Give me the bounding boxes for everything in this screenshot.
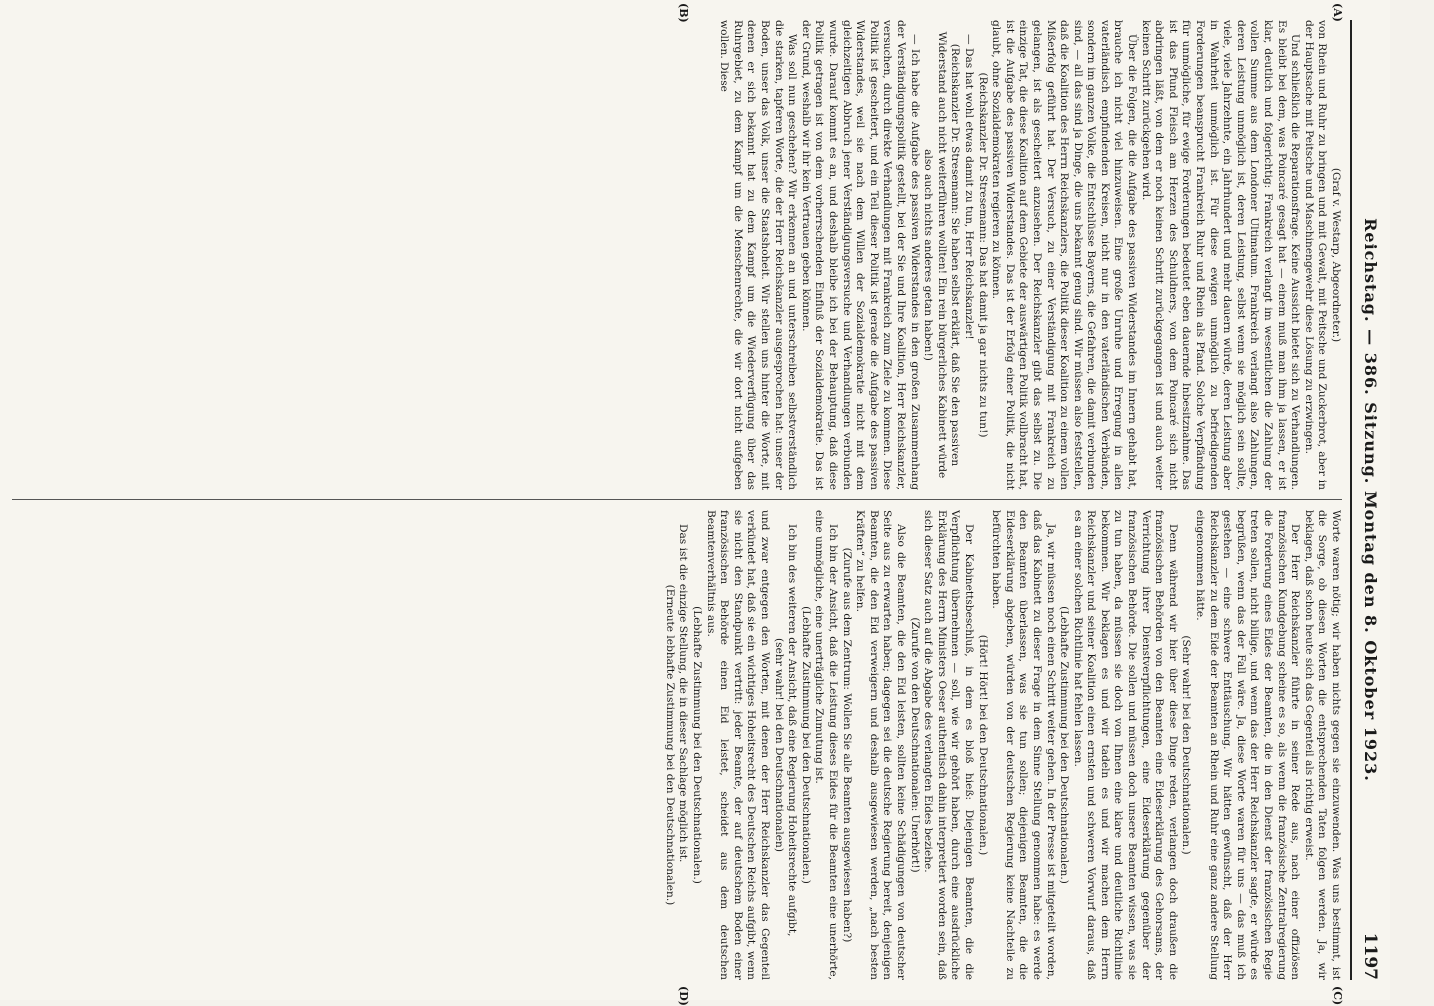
paragraph: Also die Beamten, die den Eid leisten, sollten keine Schädigungen von deutscher Seite aus zu erwarten haben; dagegen sei die deutsche Regierung bereit, denjenigen Beamten, die den Eid verweigern und deshalb ausgewiesen werden, „nach besten Kräften“ zu helfen. (854, 510, 907, 980)
paragraph: Denn während wir hier über diese Dinge reden, verlangen doch draußen die französischen Behörden von den Beamten eine Eideserklärung des Gehorsams, der Verrichtung ihrer Dienstverpflichtungen, eine Eideserklärung gegenüber der französischen Behörde. Die sollen und müssen doch unsere Beamten wissen, was sie zu tun haben, da müssen sie doch von Ihnen eine klare und deutliche Richtlinie bekommen. Wir beklagen es und wir tadeln es und wir machen dem Herrn Reichskanzler und seiner Koalition einen ernsten und schweren Vorwurf daraus, daß es an einer solchen Richtlinie hat fehlen lassen. (1071, 510, 1179, 980)
interjection: (Zurufe von den Deutschnationalen: Unerhört!) (908, 617, 921, 873)
paragraph: und zwar entgegen den Worten, mit denen der Herr Reichskanzler das Gegenteil verkündet hat, daß sie ein wichtiges Hoheitsrecht des Deutschen Reichs aufgibt, wenn sie nicht den Standpunkt vertritt: jeder Beamte, der auf deutschem Boden einer französischen Behörde einen Eid leistet, scheidet aus dem deutschen Beamtenverhältnis aus. (704, 510, 772, 980)
interjection: (sehr wahr! bei den Deutschnationalen) (772, 638, 785, 852)
right-column (12, 510, 1342, 980)
interjection: (Zurufe aus dem Zentrum: Wollen Sie alle Beamten ausgewiesen haben?) (840, 547, 853, 943)
interjection: (Reichskanzler Dr. Stresemann: Das hat damit ja gar nichts zu tun!) (976, 72, 989, 438)
paragraph: Ich bin der Ansicht, daß die Leistung dieses Eides für die Beamten eine unerhörte, eine unmögliche, eine unerträgliche Zumutung ist. (813, 510, 840, 980)
margin-marker-b: (B) (677, 3, 690, 23)
interjection: (Sehr wahr! bei den Deutschnationalen.) (1180, 635, 1193, 855)
paragraph: — Das hat wohl etwas damit zu tun, Herr Reichskanzler! (962, 34, 975, 340)
page-header (1350, 20, 1382, 980)
margin-marker-c: (C) (1331, 986, 1344, 1006)
left-column (12, 20, 1342, 490)
paragraph: von Rhein und Ruhr zu bringen und mit Gewalt, mit Peitsche und Zuckerbrot, aber in der Hauptsache mit Peitsche und Maschinengewehr diese Lösung zu erzwingen. (1302, 20, 1329, 490)
paragraph: Worte waren nötig; wir haben nichts gegen sie einzuwenden. Was uns bestimmt, ist die Sorge, ob diesen Worten die entsprechenden Taten folgen werden. Ja, wir beklagen, daß schon heute sich das Gegenteil als richtig erweist. (1302, 510, 1342, 980)
speaker-line: (Graf v. Westarp, Abgeordneter.) (1330, 167, 1342, 343)
interjection: (Reichskanzler Dr. Stresemann: Sie haben selbst erklärt, daß Sie den passiven Widerstand auch nicht weiterführen wollten! Ein rein bürgerliches Kabinett würde also auch nichts anderes getan haben!) (922, 31, 962, 479)
paragraph: Und schließlich die Reparationsfrage. Keine Aussicht bietet sich zu Verhandlungen. Es bleibt bei dem, was Poincaré gesagt hat — einem muß man ihm ja lassen, er ist klar, deutlich und folgerichtig: Frankreich verlangt im wesentlichen die Zahlung der vollen Summe aus dem Londoner Ultimatum. Frankreich verlangt also Zahlungen, deren Leistung unmöglich ist, deren Leistung, selbst wenn sie möglich sein sollte, viele, viele Jahrzehnte, ein Jahrhundert und mehr dauern würde, deren Leistung aber in Wahrheit unmöglich ist. Für diese ewigen unmöglich zu befriedigenden Forderungen beansprucht Frankreich Ruhr und Rhein als Pfand. Solche Verpfändung für unmögliche, für ewige Forderungen bedeutet eben dauernde Inbesitznahme. Das ist das Pfund Fleisch am Herzen des Schuldners, von dem Poincaré sich nicht abdringen läßt, von dem er noch keinen Schritt zurückgegangen ist und auch weiter keinen Schritt zurückgehen wird. (1139, 20, 1302, 490)
interjection: (Lebhafte Zustimmung bei den Deutschnationalen.) (799, 606, 812, 884)
interjection: (Erneute lebhafte Zustimmung bei den Deutschnationalen.) (663, 584, 676, 906)
paragraph: Das ist die einzige Stellung, die in dieser Sachlage möglich ist. (677, 524, 690, 863)
interjection: (Lebhafte Zustimmung bei den Deutschnationalen.) (1058, 606, 1071, 884)
paragraph: Über die Folgen, die die Aufgabe des passiven Widerstandes im Innern gehabt hat, brauche ich nicht viel hinzuweisen. Eine große Unruhe und Erregung in allen vaterländisch empfindenden Kreisen, nicht nur in den vaterländischen Verbänden, sondern im ganzen Volke, die Entschlüsse Bayerns, die Gefahren, die damit verbunden sind, — all das sind ja Dinge, die uns bekannt genug sind. Wir müssen also feststellen, daß die Koalition des Herrn Reichskanzlers, die Politik dieser Koalition zu einem vollen Mißerfolg geführt hat. Der Versuch, zu einer Verständigung mit Frankreich zu gelangen, ist als gescheitert anzusehen. Der Reichskanzler gibt das selbst zu. Die einzige Tat, die diese Koalition auf dem Gebiete der auswärtigen Politik vollbracht hat, ist die Aufgabe des passiven Widerstandes. Das ist der Erfolg einer Politik, die nicht glaubt, ohne Sozialdemokraten regieren zu können. (990, 20, 1139, 490)
paragraph: Ja, wir müssen noch einen Schritt weiter gehen. In der Presse ist mitgeteilt worden, daß das Kabinett zu dieser Frage in dem Sinne Stellung genommen habe: es werde den Beamten überlassen, was sie tun sollen; diejenigen Beamten, die die Eideserklärung abgeben, würden von der deutschen Regierung keine Nachteile zu befürchten haben. (990, 510, 1057, 980)
interjection: (Lebhafte Zustimmung bei den Deutschnationalen.) (691, 606, 704, 884)
interjection: (Hört! Hört! bei den Deutschnationalen.) (976, 634, 989, 856)
paragraph: Ich bin des weiteren der Ansicht, daß eine Regierung Hoheitsrechte aufgibt, (786, 524, 799, 937)
page-number: 1197 (1360, 932, 1380, 980)
paragraph: Der Kabinettsbeschluß, in dem es bloß hieß: Diejenigen Beamten, die die Verpflichtung übernehmen — soll, wie wir gehört haben, durch eine ausdrückliche Erklärung des Herrn Ministers Oeser authentisch dahin interpretiert worden sein, daß sich dieser Satz auch auf die Abgabe des verlangten Eides beziehe. (922, 510, 975, 980)
margin-marker-a: (A) (1331, 3, 1344, 22)
margin-marker-d: (D) (677, 986, 690, 1006)
paragraph: Der Herr Reichskanzler führte in seiner Rede aus, nach einer offiziösen französischen Kundgebung scheine es so, als wenn die französische Zentralregierung die Forderung eines Eides der Beamten, die in den Dienst der französischen Regie treten sollen, nicht billige, und wenn das der Herr Reichskanzler sagte, er würde es begrüßen, wenn das der Fall wäre. Ja, diese Worte waren für uns — das muß ich gestehen — eine schwere Enttäuschung. Wir hätten gewünscht, daß der Herr Reichskanzler zu dem Eide der Beamten an Rhein und Ruhr eine ganz andere Stellung eingenommen hätte. (1194, 510, 1302, 980)
column-divider (12, 499, 1342, 500)
paragraph: Was soll nun geschehen? Wir erkennen an und unterschreiben selbstverständlich die starken, tapferen Worte, die der Herr Reichskanzler ausgesprochen hat: unser der Boden, unser das Volk, unser die Staatshoheit. Wir stellen uns hinter die Worte, mit denen er sich bekannt hat zu dem Kampf um die Wiederverfügung über das Ruhrgebiet, zu dem Kampf um die Menschenrechte, die wir dort nicht aufgeben wollen. Diese (718, 20, 799, 490)
page-title: Reichstag. — 386. Sitzung. Montag den 8. Oktober 1923. (1361, 218, 1380, 782)
paragraph: — Ich habe die Aufgabe des passiven Widerstandes in den großen Zusammenhang der Verständigungspolitik gestellt, bei der Sie und Ihre Koalition, Herr Reichskanzler, versuchen, durch direkte Verhandlungen mit Frankreich zum Ziele zu kommen. Diese Politik ist gescheitert, und ein Teil dieser Politik ist gerade die Aufgabe des passiven Widerstandes, weil sie nach dem Willen der Sozialdemokratie nicht mit dem gleichzeitigen Abbruch jener Verständigungsversuche und Verhandlungen verbunden wurde. Darauf kommt es an, und deshalb bleibe ich bei der Behauptung, daß diese Politik getragen ist von dem vorherrschenden Einfluß der Sozialdemokratie. Das ist der Grund, weshalb wir ihr kein Vertrauen geben können. (799, 20, 921, 490)
